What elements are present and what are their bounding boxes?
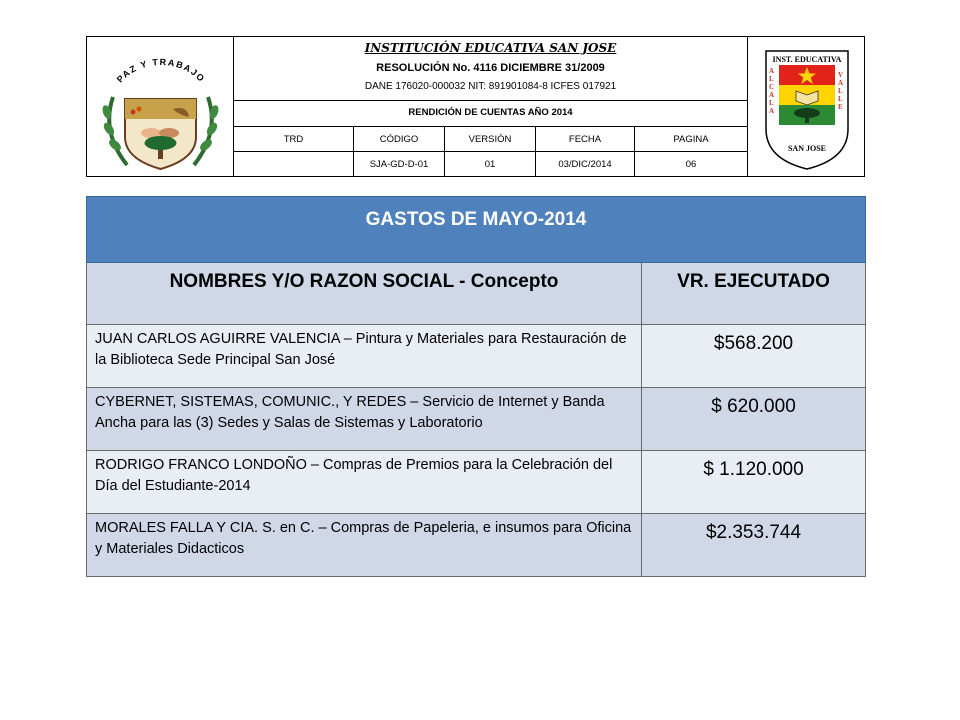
- meta-col-version: VERSIÓN: [444, 127, 535, 151]
- meta-col-fecha: FECHA: [535, 127, 634, 151]
- row-concept: RODRIGO FRANCO LONDOÑO – Compras de Premios para la Celebración del Día del Estudiante-2014: [87, 451, 642, 514]
- shield-crest-icon: [87, 37, 234, 176]
- right-logo-right-vertical: VALLE: [838, 71, 844, 111]
- table-row: [87, 325, 866, 388]
- table-header-row: [87, 263, 866, 325]
- column-header-concept: NOMBRES Y/O RAZON SOCIAL - Concepto: [87, 263, 642, 325]
- table-row: [87, 514, 866, 577]
- column-header-amount: VR. EJECUTADO: [642, 263, 866, 325]
- right-logo-bottom-text: SAN JOSE: [787, 144, 827, 153]
- header-info: [234, 37, 747, 176]
- expenses-table: [86, 196, 866, 577]
- report-title: RENDICIÓN DE CUENTAS AÑO 2014: [408, 107, 573, 118]
- table-title: GASTOS DE MAYO-2014: [87, 197, 866, 263]
- row-amount: $568.200: [642, 325, 866, 388]
- header-divider: [234, 100, 747, 101]
- row-amount: $ 620.000: [642, 388, 866, 451]
- meta-val-codigo: SJA-GD-D-01: [353, 152, 444, 176]
- meta-col-pagina: PAGINA: [634, 127, 747, 151]
- table-row: [87, 451, 866, 514]
- institution-name: INSTITUCIÓN EDUCATIVA SAN JOSE: [364, 41, 617, 55]
- row-amount: $2.353.744: [642, 514, 866, 577]
- document-header: [86, 36, 865, 177]
- flag-shield-icon: [748, 37, 865, 176]
- meta-header-row: [234, 127, 747, 151]
- svg-text:PAZ Y TRABAJO: [115, 57, 207, 85]
- left-logo-cell: [87, 37, 234, 176]
- meta-val-version: 01: [444, 152, 535, 176]
- right-logo-cell: [747, 37, 864, 176]
- table-row: [87, 388, 866, 451]
- row-amount: $ 1.120.000: [642, 451, 866, 514]
- meta-val-fecha: 03/DIC/2014: [535, 152, 634, 176]
- meta-val-trd: [234, 152, 353, 176]
- row-concept: MORALES FALLA Y CIA. S. en C. – Compras de Papeleria, e insumos para Oficina y Materiales Didacticos: [87, 514, 642, 577]
- registration-codes: DANE 176020-000032 NIT: 891901084-8 ICFES 017921: [364, 81, 617, 92]
- meta-col-trd: TRD: [283, 133, 304, 145]
- meta-val-pagina: 06: [634, 152, 747, 176]
- meta-value-row: [234, 152, 747, 176]
- row-concept: JUAN CARLOS AGUIRRE VALENCIA – Pintura y Materiales para Restauración de la Biblioteca Sede Principal San José: [87, 325, 642, 388]
- meta-col-codigo: CÓDIGO: [353, 127, 444, 151]
- right-logo-left-vertical: ALCALA: [769, 67, 775, 115]
- table-title-row: [87, 197, 866, 263]
- resolution-text: RESOLUCIÓN No. 4116 DICIEMBRE 31/2009: [376, 62, 605, 74]
- row-concept: CYBERNET, SISTEMAS, COMUNIC., Y REDES – Servicio de Internet y Banda Ancha para las (3) Sedes y Salas de Sistemas y Laboratorio: [87, 388, 642, 451]
- left-logo-motto: PAZ Y TRABAJO: [114, 56, 208, 85]
- right-logo-top-text: INST. EDUCATIVA: [772, 55, 842, 64]
